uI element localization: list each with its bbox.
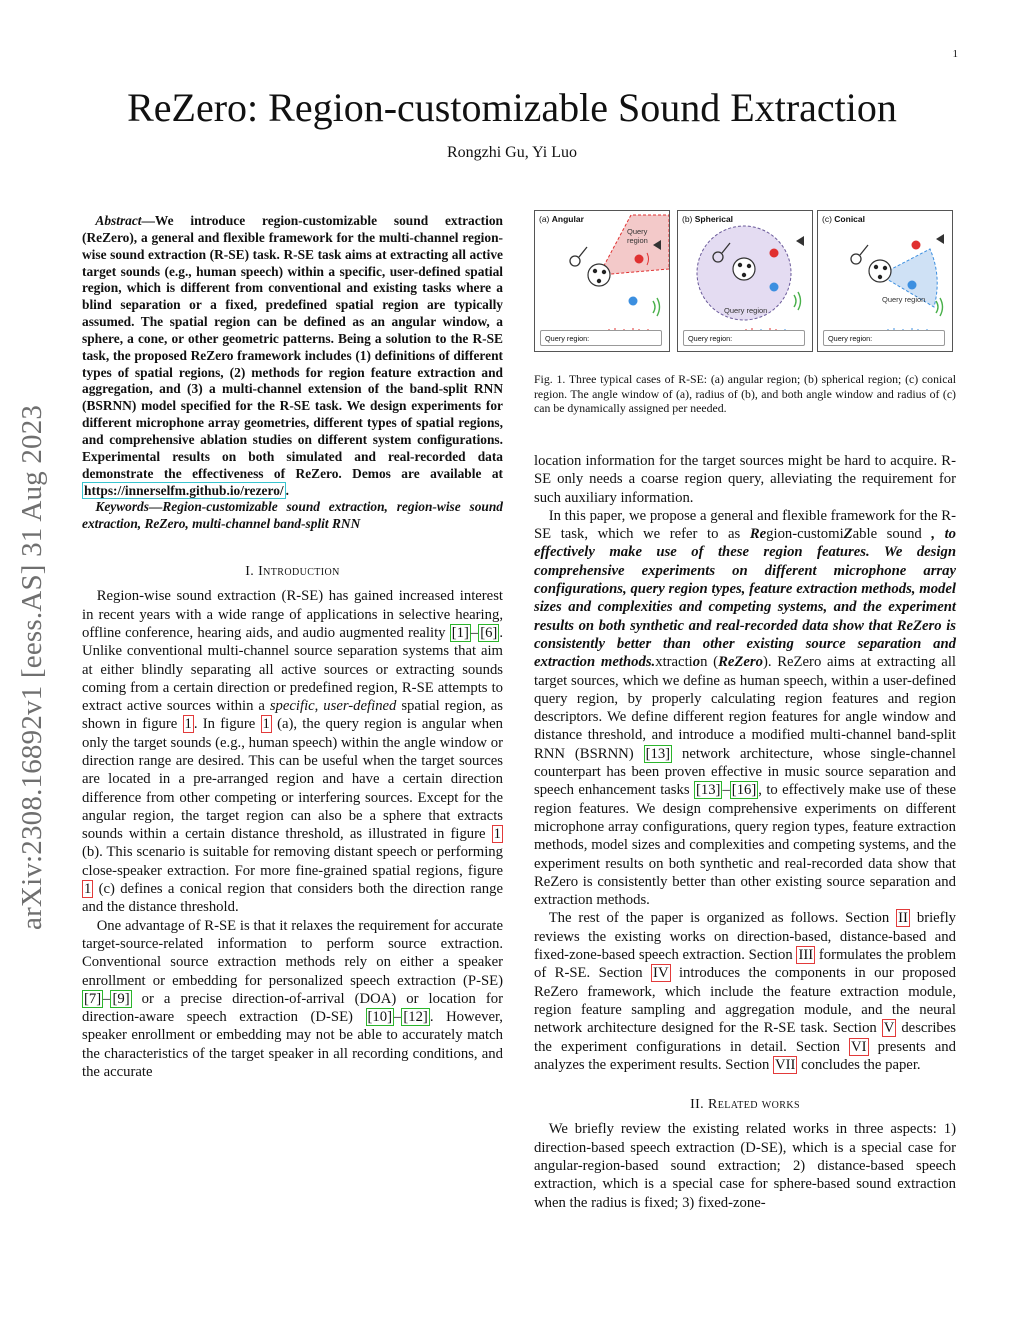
left-column — [82, 213, 503, 1081]
acronym-letter: o — [692, 654, 701, 671]
text-run: network architecture, whose single-channel counterpart has been proven effective in music source separation and speech enhancement tasks — [534, 745, 956, 799]
text-run: , — [314, 698, 324, 715]
intro-paragraph-1 — [82, 587, 503, 916]
mic-dot — [883, 266, 887, 270]
query-region-label-conical: Query region — [882, 295, 926, 304]
query-bar-angular — [540, 330, 662, 346]
citation-link[interactable]: [13] — [645, 745, 671, 762]
section-link[interactable]: III — [798, 947, 814, 964]
section-link[interactable]: V — [883, 1020, 895, 1037]
query-bar-label: Query region: — [545, 334, 590, 343]
text-run: The rest of the paper is organized as follows. Section — [548, 910, 897, 927]
section-link[interactable]: VI — [851, 1038, 867, 1055]
figure-caption: Fig. 1. Three typical cases of R-SE: (a) angular region; (b) spherical region; (c) conical region. The angle window of (a), radius of (b), and both angle window and radius of (c) can be dynamically assigned per needed. — [534, 372, 956, 416]
text-run: , to effectively make use of these region features. We design comprehensive experiments on different microphone array configurations, query region types, feature extraction methods, model sizes and complexities and competing systems, and the experiment results on both synthetic and real-recorded data show that ReZero is consistently better than other existing source separation and extraction methods. — [534, 782, 956, 909]
text-run: – — [470, 624, 479, 641]
red-speaker-icon — [635, 255, 644, 264]
mic-dot — [878, 275, 882, 279]
arxiv-stamp: arXiv:2308.16892v1 [eess.AS] 31 Aug 2023 — [16, 404, 48, 930]
panel-label-spherical — [682, 214, 733, 224]
text-run: introduces the components in our proposed ReZero framework, which include the feature extraction module, region feature sampling and aggregation module, and the neural network architecture designed for the R-SE task. Section — [534, 965, 956, 1037]
text-run: (a), the query region is angular when only the target sounds (e.g., human speech) within the angle window or direction range are desired. This can be useful when the target sources are located in a pre-arranged region and have a certain direction difference from other competing or interfering sources. Except for the angular region, the target region can also be a sphere that extracts sounds within a certain distance threshold, as illustrated in figure — [82, 716, 503, 843]
panel-label-angular — [539, 214, 584, 224]
abstract-end: . — [285, 482, 289, 498]
figure-panel-angular — [534, 210, 670, 352]
acronym-letter: Z — [843, 526, 853, 543]
citation-link[interactable]: [1] — [451, 624, 469, 641]
figure-1 — [534, 210, 956, 352]
red-speaker-icon — [770, 249, 779, 258]
panel-name: Spherical — [694, 214, 734, 224]
emphasis-specific: specific — [269, 698, 315, 715]
panel-letter: (b) — [682, 214, 693, 224]
guitar-icon — [851, 254, 861, 264]
text-run: – — [103, 990, 111, 1007]
query-region-label-angular: Query region — [627, 227, 648, 245]
mic-dot — [874, 265, 878, 269]
green-source-icon — [653, 298, 660, 316]
mic-dot — [738, 263, 742, 267]
text-run: (b). This scenario is suitable for removing distant speech or performing close-speaker extraction. For more fine-grained spatial regions, figure — [82, 844, 503, 879]
mic-dot — [742, 273, 746, 277]
abstract — [82, 213, 503, 499]
text-run: gion-customi — [766, 526, 844, 543]
text-run: presents and analyzes the experiment results. Section — [534, 1038, 956, 1073]
text-run: Region-wise sound extraction (R-SE) has gained increased interest in recent years with a wide range of applications in selective hearing, offline conference, hearing aids, and audio augmented reality — [82, 588, 503, 641]
paper-authors: Rongzhi Gu, Yi Luo — [446, 144, 578, 161]
text-run: – — [394, 1009, 402, 1026]
abstract-dash: — — [141, 213, 155, 228]
text-run: ). ReZero aims at extracting all target sources, which we define as human speech, within a user-defined query region, by properly calculating region features and region descriptors. We define different region features for angle window and distance threshold, and introduce a modified multi-channel band-split RNN (BSRNN) — [534, 654, 956, 762]
text-run: In this paper, we propose a general and flexible framework for the R-SE task, which we refer to as — [534, 507, 956, 543]
right-paragraph-1: location information for the target sources might be hard to acquire. R-SE only needs a coarse region query, alleviating the requirement for such auxiliary information. — [534, 453, 956, 506]
text-run: . Unlike conventional multi-channel source separation systems that aim at either blindly separating all active sources or extracting sounds coming from a certain direction or predefined region, R-SE attempts to extract active sources within a — [82, 624, 503, 715]
citation-link[interactable]: [9] — [112, 990, 130, 1007]
text-run: briefly reviews the existing works on direction-based, distance-based and fixed-zone-based speech extraction. Section — [534, 910, 957, 964]
text-run: able sound — [852, 526, 932, 543]
text-run: (c) defines a conical region that considers both the direction range and the distance threshold. — [82, 881, 503, 916]
section-heading-introduction: I. Introduction — [245, 564, 340, 580]
query-bar-label: Query region: — [688, 334, 733, 343]
text-run: . In figure — [193, 716, 261, 733]
page-number: 1 — [952, 48, 958, 60]
text-run: – — [722, 782, 730, 799]
citation-link[interactable]: [6] — [480, 624, 498, 641]
blue-speaker-icon — [629, 297, 638, 306]
abstract-label: Abstract — [95, 213, 142, 228]
section-link[interactable]: VII — [775, 1056, 796, 1073]
red-speaker-icon — [912, 241, 921, 250]
guitar-neck — [579, 247, 587, 257]
loudspeaker-icon — [936, 234, 944, 244]
mic-dot — [597, 279, 601, 283]
text-run: or a precise direction-of-arrival (DOA) or location for direction-aware speech extraction (D-SE) — [82, 990, 503, 1026]
figure-link[interactable]: 1 — [493, 826, 501, 843]
panel-letter: (c) — [822, 214, 832, 224]
intro-paragraph-2 — [82, 917, 503, 1082]
green-source-icon — [936, 298, 943, 316]
acronym-letter: Re — [749, 526, 767, 543]
guitar-neck — [860, 245, 868, 255]
text-run: concludes the paper. — [797, 1056, 921, 1073]
abstract-text: We introduce region-customizable sound extraction (ReZero), a general and flexible framework for the multi-channel region-wise sound extraction (R-SE) task. R-SE task aims at extracting all active target sounds (e.g., human speech) within a specific, user-defined spatial region, which is different from conventional and existing tasks where a blind separation or a fixed, predefined spatial region are typically assumed. The spatial region can be defined as an angular window, a sphere, a cone, or other geometric patterns. Being a solution to the R-SE task, the proposed ReZero framework includes (1) definitions of different types of spatial regions, (2) methods for region feature extraction and aggregation, and (3) a multi-channel extension of the band-split RNN (BSRNN) model specified for the R-SE task. We design experiments for different microphone array geometries, different types of spatial regions, and comprehensive ablation studies on different system configurations. Experimental results on both simulated and real-recorded data demonstrate the effectiveness of ReZero. Demos are available at — [82, 213, 503, 481]
right-paragraph-3 — [534, 909, 956, 1074]
blue-speaker-icon — [908, 281, 917, 290]
acronym-letter: , to effectively make use of these region features. We design comprehensive experiments on different microphone array configurations, query region types, feature extraction methods, model sizes and complexities and competing systems, and the experiment results on both synthetic and real-recorded data show that ReZero is consistently better than other existing source separation and extraction methods. — [534, 526, 956, 671]
panel-name: Angular — [551, 214, 584, 224]
text-run: formulates the problem of R-SE. Section — [534, 947, 956, 982]
text-run: . However, speaker enrollment or embedding may not be able to accurately match the characteristics of the target speaker in all recording conditions, and the accurate — [82, 1009, 503, 1081]
paper-title: ReZero: Region-customizable Sound Extraction — [127, 85, 897, 130]
mic-dot — [602, 270, 606, 274]
figure-link[interactable]: 1 — [184, 716, 192, 733]
figure-panel-spherical — [677, 210, 813, 352]
citation-link[interactable]: [12] — [403, 1009, 428, 1026]
query-region-label-spherical: Query region — [724, 306, 768, 315]
figure-link[interactable]: 1 — [262, 716, 270, 733]
loudspeaker-icon — [796, 236, 804, 246]
figure-link[interactable]: 1 — [84, 881, 92, 898]
query-bar-spherical — [683, 330, 805, 346]
emphasis-user-defined: user-defined — [323, 698, 397, 715]
query-bar-conical — [823, 330, 945, 346]
panel-label-conical — [822, 214, 865, 224]
text-run: One advantage of R-SE is that it relaxes the requirement for accurate target-source-related information to perform source extraction. Conventional source extraction methods rely on either a speaker enrollment or embedding for personalized speech extraction (P-SE) — [82, 917, 503, 989]
citation-link[interactable]: [16] — [731, 782, 757, 799]
figure-panel-conical — [817, 210, 953, 352]
mic-dot — [747, 264, 751, 268]
citation-link[interactable]: [10] — [367, 1009, 392, 1026]
citation-link[interactable]: [7] — [84, 990, 102, 1007]
right-column — [534, 452, 956, 1212]
related-paragraph-1: We briefly review the existing related works in three aspects: 1) direction-based speech extraction (D-SE), which is a special case for angular-region-based sound extraction; 2) distance-based speech extraction, which is a special case for sphere-based sound extraction when the radius is fixed; 3) fixed-zone- — [534, 1121, 956, 1211]
panel-name: Conical — [834, 214, 865, 224]
text-run: n ( — [700, 654, 719, 671]
panel-letter: (a) — [539, 214, 550, 224]
citation-link[interactable]: [13] — [695, 782, 721, 799]
section-link[interactable]: IV — [653, 965, 669, 982]
right-paragraph-2 — [534, 507, 956, 910]
text-run: spatial region, as shown in figure — [82, 698, 503, 733]
green-source-icon — [794, 292, 801, 310]
blue-speaker-icon — [770, 283, 779, 292]
guitar-icon — [570, 256, 580, 266]
section-link[interactable]: II — [898, 910, 908, 927]
demo-link[interactable]: https://innerselfm.github.io/rezero/ — [84, 482, 284, 498]
keywords: Keywords—Region-customizable sound extraction, region-wise sound extraction, ReZero, multi-channel band-split RNN — [82, 499, 503, 532]
query-bar-label: Query region: — [828, 334, 873, 343]
text-run: describes the experiment configurations in detail. Section — [534, 1020, 956, 1055]
acronym-rezero: ReZero — [718, 654, 763, 671]
mic-dot — [593, 269, 597, 273]
text-run: xtracti — [655, 654, 693, 671]
section-heading-related-works: II. Related works — [690, 1097, 800, 1113]
